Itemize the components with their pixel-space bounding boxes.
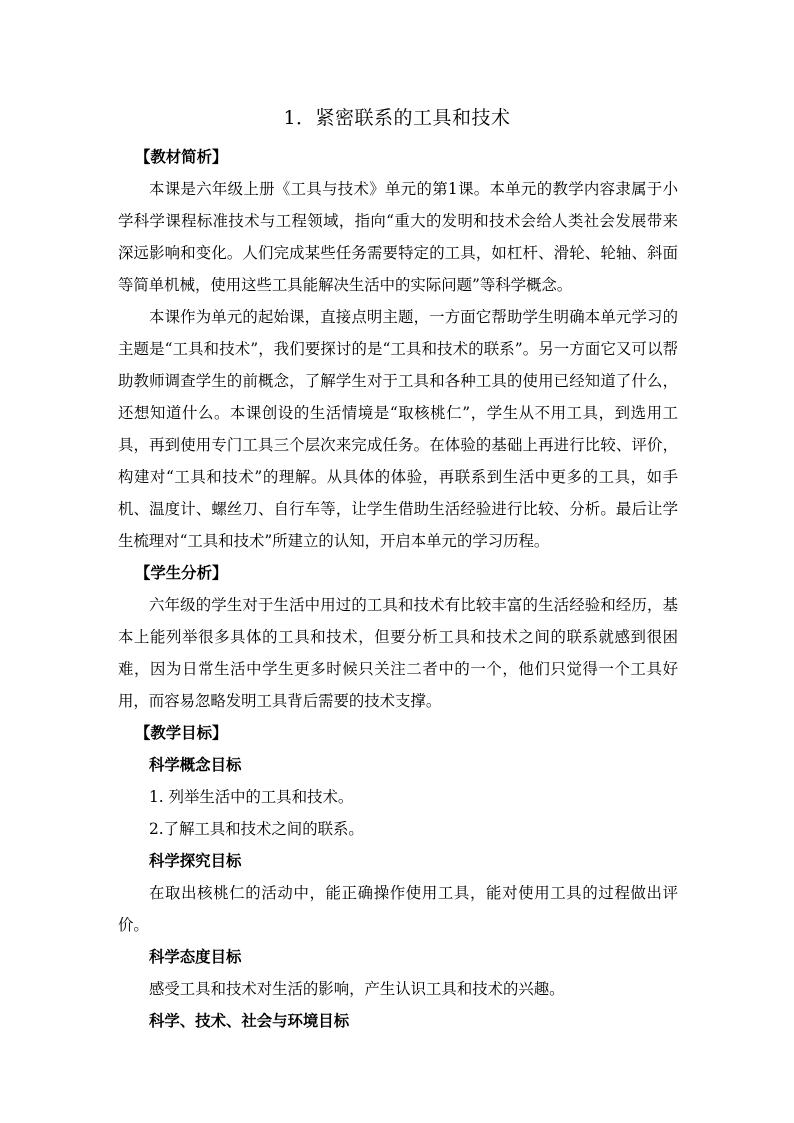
section-heading-student-analysis: 【学生分析】 [135,564,228,582]
lesson-title: 1．紧密联系的工具和技术 [283,107,511,129]
textbook-analysis-paragraph-2: 本课作为单元的起始课，直接点明主题，一方面它帮助学生明确本单元学习的主题是“工具和技术”，我们要探讨的是“工具和技术的联系”。另一方面它又可以帮助教师调查学生的前概念，了解学生对于工具和各种工具的使用已经知道了什么，还想知道什么。本课创设的生活情境是“取核桃仁”，学生从不用工具，到选用工具，再到使用专门工具三个层次来完成任务。在体验的基础上再进行比较、评价，构建对“工具和技术”的理解。从具体的体验，再联系到生活中更多的工具，如手机、温度计、螺丝刀、自行车等，让学生借助生活经验进行比较、分析。最后让学生梳理对“工具和技术”所建立的认知，开启本单元的学习历程。 [118,308,678,550]
goal-heading-science-inquiry: 科学探究目标 [149,852,242,870]
goal-heading-science-concept: 科学概念目标 [149,756,242,774]
section-heading-textbook-analysis: 【教材简析】 [135,148,228,166]
document-body [118,141,678,1037]
goal-heading-stse: 科学、技术、社会与环境目标 [149,1012,350,1030]
goal-item: 2.了解工具和技术之间的联系。 [149,820,364,838]
goal-item: 感受工具和技术对生活的影响，产生认识工具和技术的兴趣。 [149,980,565,998]
textbook-analysis-paragraph-1: 本课是六年级上册《工具与技术》单元的第1课。本单元的教学内容隶属于小学科学课程标准技术与工程领域，指向“重大的发明和技术会给人类社会发展带来深远影响和变化。人们完成某些任务需要特定的工具，如杠杆、滑轮、轮轴、斜面等简单机械，使用这些工具能解决生活中的实际问题”等科学概念。 [118,180,678,294]
section-heading-teaching-goals: 【教学目标】 [135,724,228,742]
goal-heading-science-attitude: 科学态度目标 [149,948,242,966]
goal-item: 1. 列举生活中的工具和技术。 [149,788,354,806]
goal-inquiry-paragraph: 在取出核桃仁的活动中，能正确操作使用工具，能对使用工具的过程做出评价。 [118,884,678,934]
student-analysis-paragraph: 六年级的学生对于生活中用过的工具和技术有比较丰富的生活经验和经历，基本上能列举很多具体的工具和技术，但要分析工具和技术之间的联系就感到很困难，因为日常生活中学生更多时候只关注二者中的一个，他们只觉得一个工具好用，而容易忽略发明工具背后需要的技术支撑。 [118,596,678,710]
